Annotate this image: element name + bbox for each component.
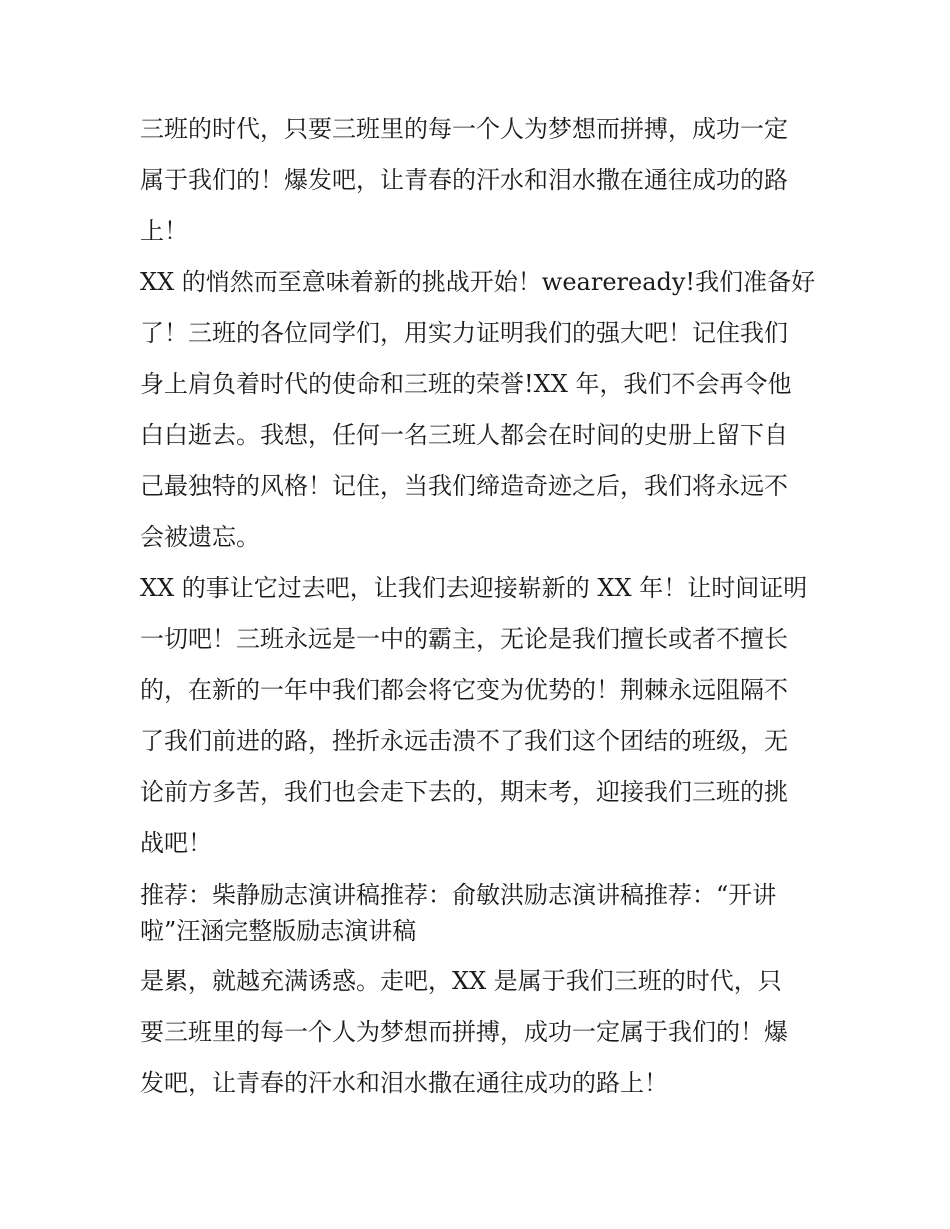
text-line: 战吧！: [140, 829, 212, 857]
paragraph-3: [140, 563, 820, 869]
paragraph-2: [140, 257, 820, 563]
text-line: 啦”汪涵完整版励志演讲稿: [140, 917, 417, 945]
paragraph-5: [140, 956, 820, 1109]
text-line: 属于我们的！爆发吧，让青春的汗水和泪水撒在通往成功的路: [140, 166, 788, 194]
recommendation-paragraph: [140, 877, 820, 949]
paragraph-1: [140, 104, 820, 257]
text-line: 要三班里的每一个人为梦想而拼搏，成功一定属于我们的！爆: [140, 1018, 788, 1046]
document-body: [140, 104, 820, 1109]
text-line: XX 的悄然而至意味着新的挑战开始！weareready!我们准备好: [140, 268, 816, 296]
text-line: 了我们前进的路，挫折永远击溃不了我们这个团结的班级，无: [140, 727, 788, 755]
text-line: 一切吧！三班永远是一中的霸主，无论是我们擅长或者不擅长: [140, 625, 788, 653]
text-line: 上！: [140, 217, 188, 245]
text-line: 了！三班的各位同学们，用实力证明我们的强大吧！记住我们: [140, 319, 788, 347]
text-line: 推荐：柴静励志演讲稿推荐：俞敏洪励志演讲稿推荐：“开讲: [140, 881, 777, 909]
text-line: 发吧，让青春的汗水和泪水撒在通往成功的路上！: [140, 1069, 668, 1097]
text-line: XX 的事让它过去吧，让我们去迎接崭新的 XX 年！让时间证明: [140, 574, 808, 602]
text-line: 白白逝去。我想，任何一名三班人都会在时间的史册上留下自: [140, 421, 788, 449]
text-line: 是累，就越充满诱惑。走吧，XX 是属于我们三班的时代，只: [140, 967, 782, 995]
text-line: 会被遗忘。: [140, 523, 260, 551]
text-line: 身上肩负着时代的使命和三班的荣誉!XX 年，我们不会再令他: [140, 370, 792, 398]
text-line: 的，在新的一年中我们都会将它变为优势的！荆棘永远阻隔不: [140, 676, 788, 704]
text-line: 己最独特的风格！记住，当我们缔造奇迹之后，我们将永远不: [140, 472, 788, 500]
text-line: 三班的时代，只要三班里的每一个人为梦想而拼搏，成功一定: [140, 115, 788, 143]
text-line: 论前方多苦，我们也会走下去的，期末考，迎接我们三班的挑: [140, 778, 788, 806]
